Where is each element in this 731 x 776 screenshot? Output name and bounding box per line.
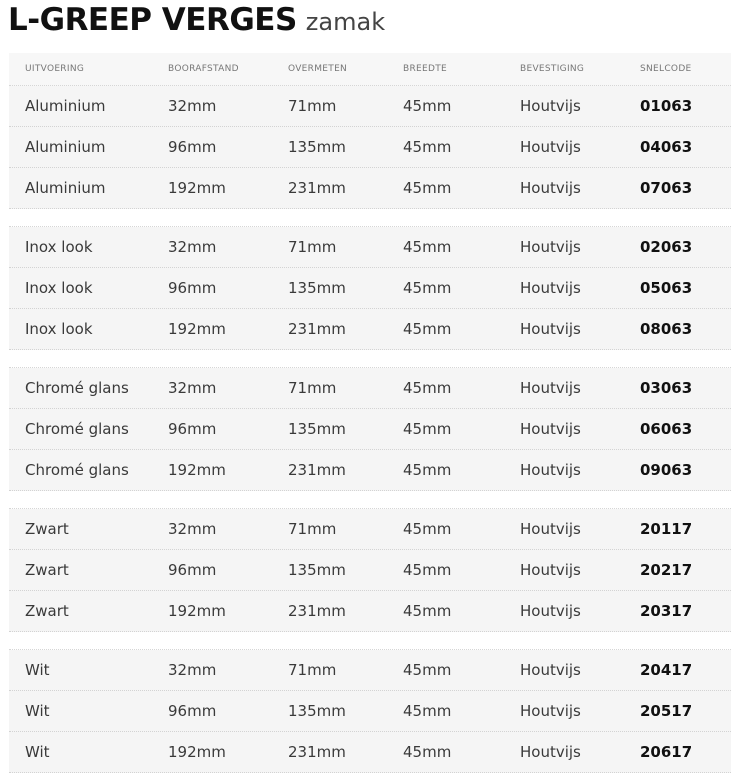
table-row — [9, 650, 731, 691]
cell-snelcode: 20417 — [640, 661, 693, 679]
table-row — [9, 732, 731, 773]
cell-breedte: 45mm — [403, 238, 452, 256]
table-row — [9, 227, 731, 268]
column-header-uitvoering: UITVOERING — [25, 64, 85, 74]
cell-breedte: 45mm — [403, 97, 452, 115]
table-row — [9, 450, 731, 491]
table-row — [9, 509, 731, 550]
cell-boorafstand: 32mm — [168, 238, 217, 256]
product-table — [9, 53, 731, 773]
cell-overmeten: 231mm — [288, 602, 346, 620]
cell-uitvoering: Zwart — [25, 561, 69, 579]
cell-snelcode: 04063 — [640, 138, 693, 156]
cell-breedte: 45mm — [403, 138, 452, 156]
cell-boorafstand: 32mm — [168, 661, 217, 679]
page-title — [8, 2, 385, 46]
cell-boorafstand: 192mm — [168, 179, 226, 197]
cell-snelcode: 20317 — [640, 602, 693, 620]
cell-boorafstand: 192mm — [168, 461, 226, 479]
cell-boorafstand: 32mm — [168, 97, 217, 115]
title-subtitle: zamak — [305, 8, 386, 36]
column-header-snelcode: SNELCODE — [640, 64, 692, 74]
cell-uitvoering: Zwart — [25, 602, 69, 620]
cell-breedte: 45mm — [403, 379, 452, 397]
cell-overmeten: 231mm — [288, 743, 346, 761]
cell-breedte: 45mm — [403, 520, 452, 538]
column-header-bevestiging: BEVESTIGING — [520, 64, 585, 74]
cell-bevestiging: Houtvijs — [520, 602, 581, 620]
row-group — [9, 368, 731, 491]
table-body — [9, 86, 731, 773]
cell-breedte: 45mm — [403, 320, 452, 338]
cell-bevestiging: Houtvijs — [520, 743, 581, 761]
table-row — [9, 409, 731, 450]
column-header-boorafstand: BOORAFSTAND — [168, 64, 239, 74]
cell-bevestiging: Houtvijs — [520, 179, 581, 197]
cell-breedte: 45mm — [403, 420, 452, 438]
cell-uitvoering: Chromé glans — [25, 420, 129, 438]
cell-uitvoering: Inox look — [25, 279, 93, 297]
cell-snelcode: 07063 — [640, 179, 693, 197]
column-header-breedte: BREEDTE — [403, 64, 448, 74]
cell-uitvoering: Aluminium — [25, 179, 106, 197]
cell-breedte: 45mm — [403, 602, 452, 620]
table-row — [9, 86, 731, 127]
cell-bevestiging: Houtvijs — [520, 661, 581, 679]
row-group — [9, 227, 731, 350]
row-group — [9, 86, 731, 209]
cell-boorafstand: 96mm — [168, 420, 217, 438]
cell-boorafstand: 192mm — [168, 320, 226, 338]
title-main: L-GREEP VERGES — [8, 2, 297, 38]
cell-breedte: 45mm — [403, 661, 452, 679]
cell-bevestiging: Houtvijs — [520, 97, 581, 115]
table-row — [9, 691, 731, 732]
cell-snelcode: 03063 — [640, 379, 693, 397]
cell-overmeten: 71mm — [288, 238, 337, 256]
cell-uitvoering: Inox look — [25, 238, 93, 256]
cell-uitvoering: Wit — [25, 743, 50, 761]
table-row — [9, 550, 731, 591]
cell-snelcode: 09063 — [640, 461, 693, 479]
table-row — [9, 268, 731, 309]
cell-breedte: 45mm — [403, 279, 452, 297]
cell-overmeten: 71mm — [288, 661, 337, 679]
cell-breedte: 45mm — [403, 743, 452, 761]
column-header-overmeten: OVERMETEN — [288, 64, 348, 74]
cell-overmeten: 71mm — [288, 97, 337, 115]
cell-uitvoering: Aluminium — [25, 138, 106, 156]
group-separator — [9, 491, 731, 509]
cell-boorafstand: 32mm — [168, 379, 217, 397]
cell-bevestiging: Houtvijs — [520, 520, 581, 538]
cell-overmeten: 135mm — [288, 279, 346, 297]
cell-breedte: 45mm — [403, 702, 452, 720]
cell-overmeten: 71mm — [288, 520, 337, 538]
cell-uitvoering: Chromé glans — [25, 461, 129, 479]
cell-uitvoering: Wit — [25, 702, 50, 720]
cell-bevestiging: Houtvijs — [520, 461, 581, 479]
cell-uitvoering: Aluminium — [25, 97, 106, 115]
table-row — [9, 591, 731, 632]
cell-overmeten: 135mm — [288, 138, 346, 156]
cell-bevestiging: Houtvijs — [520, 702, 581, 720]
cell-snelcode: 20117 — [640, 520, 693, 538]
cell-snelcode: 05063 — [640, 279, 693, 297]
cell-bevestiging: Houtvijs — [520, 379, 581, 397]
cell-boorafstand: 96mm — [168, 561, 217, 579]
cell-snelcode: 20517 — [640, 702, 693, 720]
cell-bevestiging: Houtvijs — [520, 238, 581, 256]
cell-overmeten: 135mm — [288, 561, 346, 579]
cell-boorafstand: 96mm — [168, 702, 217, 720]
cell-uitvoering: Zwart — [25, 520, 69, 538]
group-separator — [9, 350, 731, 368]
cell-boorafstand: 32mm — [168, 520, 217, 538]
cell-bevestiging: Houtvijs — [520, 561, 581, 579]
cell-bevestiging: Houtvijs — [520, 420, 581, 438]
cell-boorafstand: 192mm — [168, 602, 226, 620]
table-row — [9, 168, 731, 209]
row-group — [9, 509, 731, 632]
cell-breedte: 45mm — [403, 179, 452, 197]
cell-snelcode: 08063 — [640, 320, 693, 338]
group-separator — [9, 632, 731, 650]
cell-snelcode: 01063 — [640, 97, 693, 115]
cell-bevestiging: Houtvijs — [520, 320, 581, 338]
cell-breedte: 45mm — [403, 561, 452, 579]
cell-overmeten: 135mm — [288, 702, 346, 720]
cell-bevestiging: Houtvijs — [520, 138, 581, 156]
cell-uitvoering: Inox look — [25, 320, 93, 338]
table-header — [9, 53, 731, 86]
table-row — [9, 309, 731, 350]
cell-boorafstand: 192mm — [168, 743, 226, 761]
table-row — [9, 127, 731, 168]
table-row — [9, 368, 731, 409]
cell-uitvoering: Wit — [25, 661, 50, 679]
cell-bevestiging: Houtvijs — [520, 279, 581, 297]
cell-snelcode: 02063 — [640, 238, 693, 256]
cell-overmeten: 231mm — [288, 320, 346, 338]
cell-snelcode: 20217 — [640, 561, 693, 579]
cell-boorafstand: 96mm — [168, 279, 217, 297]
cell-overmeten: 135mm — [288, 420, 346, 438]
cell-overmeten: 71mm — [288, 379, 337, 397]
cell-boorafstand: 96mm — [168, 138, 217, 156]
group-separator — [9, 209, 731, 227]
cell-uitvoering: Chromé glans — [25, 379, 129, 397]
cell-overmeten: 231mm — [288, 461, 346, 479]
cell-snelcode: 06063 — [640, 420, 693, 438]
cell-snelcode: 20617 — [640, 743, 693, 761]
cell-overmeten: 231mm — [288, 179, 346, 197]
cell-breedte: 45mm — [403, 461, 452, 479]
row-group — [9, 650, 731, 773]
